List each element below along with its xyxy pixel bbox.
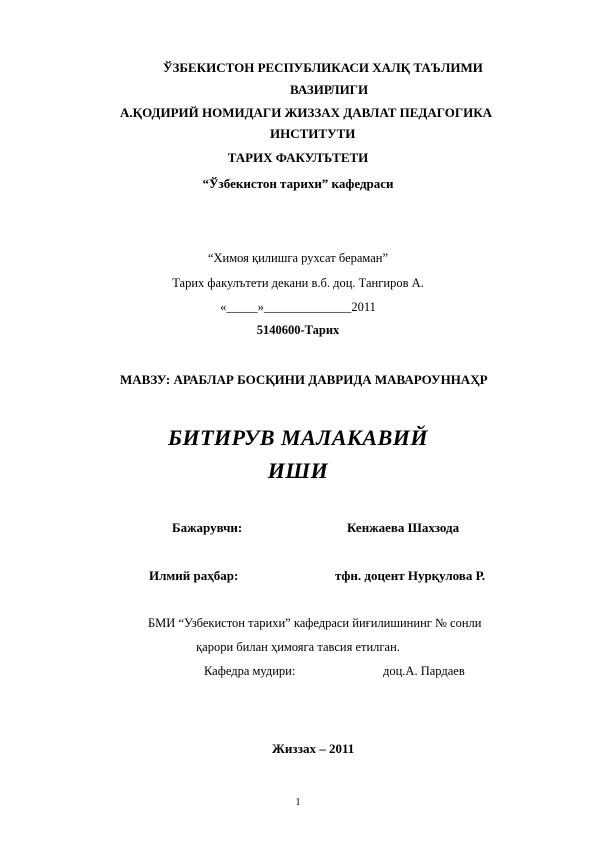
specialty-code: 5140600-Тарих: [256, 323, 340, 337]
institute-line-2: ИНСТИТУТИ: [270, 126, 356, 141]
recommendation-line-1: БМИ “Узбекистон тарихи” кафедраси йиғилишининг № сонли: [148, 616, 482, 630]
department-name: “Ўзбекистон тарихи” кафедраси: [202, 176, 394, 191]
defense-permission: “Химоя қилишга рухсат бераман”: [207, 251, 389, 265]
thesis-topic: МАВЗУ: АРАБЛАР БОСҚИНИ ДАВРИДА МАВАРОУННАҲР: [120, 372, 488, 387]
city-year: Жиззах – 2011: [272, 741, 355, 756]
performer-label: Бажарувчи:: [172, 520, 243, 535]
ministry-line-1: ЎЗБЕКИСТОН РЕСПУБЛИКАСИ ХАЛҚ ТАЪЛИМИ: [163, 60, 483, 75]
performer-name: Кенжаева Шахзода: [347, 520, 460, 535]
faculty-name: ТАРИХ ФАКУЛЪТЕТИ: [227, 150, 369, 165]
head-of-department-name: доц.А. Пардаев: [383, 664, 465, 678]
ministry-line-2: ВАЗИРЛИГИ: [290, 82, 369, 97]
approval-date-line: «_____»______________2011: [220, 300, 376, 314]
page-number: 1: [295, 797, 301, 808]
institute-line-1: А.ҚОДИРИЙ НОМИДАГИ ЖИЗЗАХ ДАВЛАТ ПЕДАГОГИКА: [120, 105, 493, 120]
work-title-line-1: БИТИРУВ МАЛАКАВИЙ: [168, 425, 428, 450]
supervisor-name: тфн. доцент Нурқулова Р.: [335, 568, 486, 583]
supervisor-label: Илмий раҳбар:: [149, 568, 239, 583]
dean-line: Тарих факулътети декани в.б. доц. Тангиров А.: [172, 276, 424, 290]
work-title-line-2: ИШИ: [267, 458, 329, 483]
recommendation-line-2: қарори билан ҳимояга тавсия етилган.: [196, 640, 400, 654]
head-of-department-label: Кафедра мудири:: [204, 664, 296, 678]
